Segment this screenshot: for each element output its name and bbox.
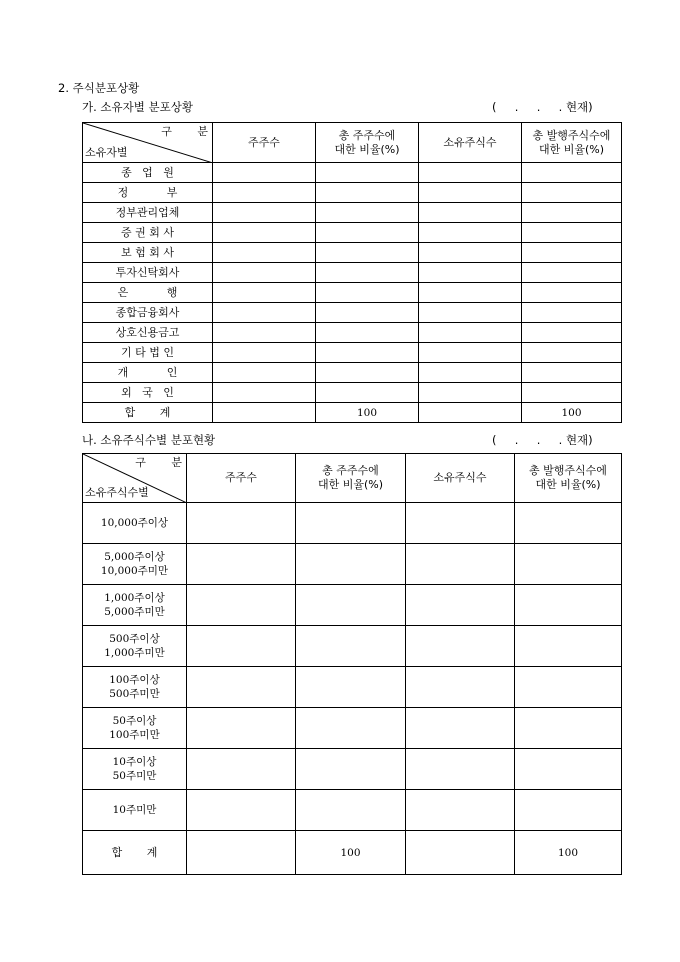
corner-bottom-label: 소유자별 (85, 146, 128, 159)
row-label: 종 업 원 (83, 163, 213, 183)
table-cell (406, 626, 515, 667)
table-cell (213, 183, 316, 203)
table-cell (316, 343, 419, 363)
row-label (83, 790, 187, 831)
table-row (83, 223, 622, 243)
col-header-shareholder-ratio (296, 454, 406, 503)
table-cell (522, 383, 622, 403)
table-cell (419, 283, 522, 303)
table-a-corner-cell (83, 123, 213, 163)
row-label: 기 타 법 인 (83, 343, 213, 363)
row-label (83, 749, 187, 790)
row-label-line1: 100주이상 (109, 674, 160, 686)
row-label: 정부관리업체 (83, 203, 213, 223)
table-cell (187, 544, 296, 585)
table-cell (187, 585, 296, 626)
col-header-shareholders: 주주수 (213, 123, 316, 163)
table-cell (213, 403, 316, 423)
table-cell (522, 183, 622, 203)
table-row (83, 203, 622, 223)
table-cell (419, 243, 522, 263)
table-cell (213, 203, 316, 223)
col-header-owned-shares: 소유주식수 (419, 123, 522, 163)
table-cell (213, 283, 316, 303)
row-label-line1: 10주이상 (112, 756, 157, 768)
table-cell (515, 503, 622, 544)
row-label-line1: 5,000주이상 (104, 551, 165, 563)
table-row (83, 323, 622, 343)
table-cell (187, 503, 296, 544)
row-label: 개 인 (83, 363, 213, 383)
table-cell (296, 503, 406, 544)
col4-line1: 총 발행주식수에 (529, 464, 607, 477)
table-cell (296, 790, 406, 831)
table-cell (296, 544, 406, 585)
table-cell (522, 243, 622, 263)
row-label-line1: 10주미만 (112, 804, 157, 816)
row-label-line2: 50주미만 (112, 770, 157, 782)
table-cell (213, 323, 316, 343)
row-label-line1: 10,000주이상 (100, 517, 169, 529)
table-row (83, 585, 622, 626)
col-header-issued-ratio (522, 123, 622, 163)
table-cell (419, 203, 522, 223)
table-cell (515, 708, 622, 749)
table-row (83, 283, 622, 303)
table-cell (316, 263, 419, 283)
table-cell (316, 163, 419, 183)
col-header-issued-ratio (515, 454, 622, 503)
row-label-line1: 500주이상 (109, 633, 160, 645)
table-cell (406, 503, 515, 544)
table-row (83, 263, 622, 283)
corner-top-label: 구 분 (161, 125, 208, 138)
table-b-corner-cell (83, 454, 187, 503)
table-row (83, 303, 622, 323)
row-label-line2: 100주미만 (109, 729, 160, 741)
table-cell (419, 383, 522, 403)
table-cell (296, 626, 406, 667)
table-row (83, 626, 622, 667)
table-cell (419, 343, 522, 363)
table-cell (522, 323, 622, 343)
table-cell (515, 626, 622, 667)
table-a (82, 122, 622, 423)
total-label: 합 계 (83, 403, 213, 423)
table-cell (296, 708, 406, 749)
table-cell (406, 544, 515, 585)
total-label: 합 계 (83, 831, 187, 875)
table-cell (522, 263, 622, 283)
corner-bottom-label: 소유주식수별 (85, 486, 149, 499)
table-row (83, 183, 622, 203)
row-label: 외 국 인 (83, 383, 213, 403)
table-row (83, 243, 622, 263)
row-label: 종합금융회사 (83, 303, 213, 323)
table-cell (406, 585, 515, 626)
table-cell (316, 183, 419, 203)
total-issued-ratio: 100 (522, 403, 622, 423)
table-cell (419, 223, 522, 243)
col4-line2: 대한 비율(%) (535, 478, 601, 491)
table-cell (187, 667, 296, 708)
col2-line2: 대한 비율(%) (317, 478, 384, 491)
row-label (83, 708, 187, 749)
table-row (83, 667, 622, 708)
table-a-header-row (83, 123, 622, 163)
table-cell (187, 831, 296, 875)
table-row (83, 790, 622, 831)
col-header-owned-shares: 소유주식수 (406, 454, 515, 503)
table-b-title: 나. 소유주식수별 분포현황 (82, 433, 216, 447)
table-a-date-note: ( . . . 현재) (492, 100, 593, 114)
table-cell (213, 383, 316, 403)
row-label (83, 585, 187, 626)
table-b-date-note: ( . . . 현재) (492, 433, 593, 447)
table-cell (419, 403, 522, 423)
table-total-row (83, 831, 622, 875)
table-cell (419, 263, 522, 283)
table-row (83, 544, 622, 585)
table-row (83, 163, 622, 183)
table-cell (419, 163, 522, 183)
row-label-line2: 1,000주미만 (104, 647, 165, 659)
row-label: 정 부 (83, 183, 213, 203)
row-label-line2: 500주미만 (109, 688, 160, 700)
table-b (82, 453, 622, 875)
table-cell (515, 790, 622, 831)
row-label: 상호신용금고 (83, 323, 213, 343)
row-label: 투자신탁회사 (83, 263, 213, 283)
col-header-shareholder-ratio (316, 123, 419, 163)
col2-line1: 총 주주수에 (322, 464, 379, 477)
table-cell (419, 183, 522, 203)
total-shareholder-ratio: 100 (316, 403, 419, 423)
row-label: 증 권 회 사 (83, 223, 213, 243)
table-cell (522, 363, 622, 383)
row-label: 은 행 (83, 283, 213, 303)
table-cell (316, 323, 419, 343)
table-cell (187, 790, 296, 831)
table-cell (187, 749, 296, 790)
table-cell (316, 283, 419, 303)
row-label (83, 667, 187, 708)
col2-line1: 총 주주수에 (338, 128, 396, 142)
total-shareholder-ratio: 100 (296, 831, 406, 875)
table-cell (213, 343, 316, 363)
table-cell (419, 323, 522, 343)
row-label (83, 544, 187, 585)
table-row (83, 503, 622, 544)
row-label (83, 503, 187, 544)
table-cell (316, 203, 419, 223)
col2-line2: 대한 비율(%) (334, 142, 400, 156)
section-title: 2. 주식분포상황 (58, 81, 140, 95)
table-cell (213, 263, 316, 283)
table-cell (515, 544, 622, 585)
table-cell (522, 283, 622, 303)
table-b-header-row (83, 454, 622, 503)
table-row (83, 343, 622, 363)
table-cell (522, 303, 622, 323)
col4-line1: 총 발행주식수에 (532, 128, 611, 142)
table-cell (515, 585, 622, 626)
table-cell (406, 667, 515, 708)
table-cell (316, 383, 419, 403)
table-a-title: 가. 소유자별 분포상황 (82, 100, 193, 114)
table-cell (316, 303, 419, 323)
table-cell (213, 303, 316, 323)
table-cell (316, 243, 419, 263)
table-cell (522, 203, 622, 223)
table-row (83, 708, 622, 749)
table-cell (187, 708, 296, 749)
table-row (83, 383, 622, 403)
table-cell (316, 363, 419, 383)
table-cell (213, 243, 316, 263)
row-label (83, 626, 187, 667)
table-cell (187, 626, 296, 667)
table-cell (406, 708, 515, 749)
row-label-line2: 10,000주미만 (100, 565, 169, 577)
table-cell (522, 223, 622, 243)
table-row (83, 749, 622, 790)
table-cell (515, 749, 622, 790)
table-cell (419, 303, 522, 323)
table-cell (515, 667, 622, 708)
table-total-row (83, 403, 622, 423)
table-cell (296, 667, 406, 708)
table-cell (316, 223, 419, 243)
table-cell (522, 343, 622, 363)
table-cell (406, 790, 515, 831)
table-cell (406, 749, 515, 790)
table-cell (406, 831, 515, 875)
table-cell (419, 363, 522, 383)
row-label-line1: 50주이상 (112, 715, 157, 727)
col-header-shareholders: 주주수 (187, 454, 296, 503)
table-cell (296, 749, 406, 790)
table-cell (213, 163, 316, 183)
table-cell (522, 163, 622, 183)
table-cell (213, 223, 316, 243)
row-label: 보 험 회 사 (83, 243, 213, 263)
table-row (83, 363, 622, 383)
table-cell (296, 585, 406, 626)
table-cell (213, 363, 316, 383)
row-label-line1: 1,000주이상 (104, 592, 165, 604)
corner-top-label: 구 분 (135, 456, 182, 469)
total-issued-ratio: 100 (515, 831, 622, 875)
col4-line2: 대한 비율(%) (538, 142, 605, 156)
row-label-line2: 5,000주미만 (104, 606, 165, 618)
